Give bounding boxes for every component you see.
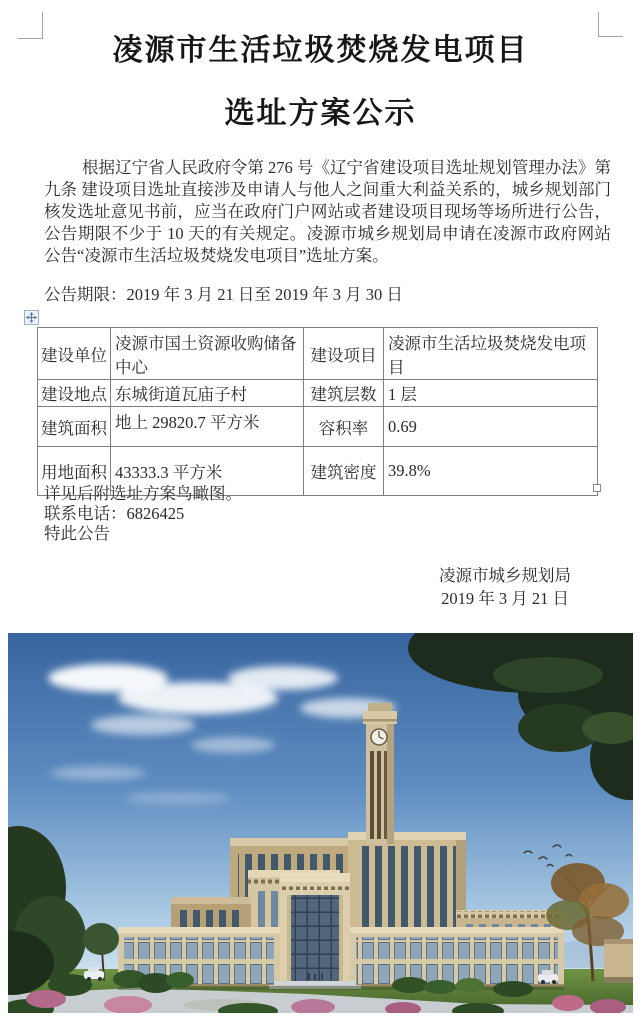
document-title-line2: 选址方案公示 (224, 97, 417, 130)
value-floor-count: 1 层 (384, 380, 598, 407)
value-building-density: 39.8% (384, 447, 598, 496)
label-land-area: 用地面积 (38, 447, 111, 496)
closing-note: 特此公告 (44, 524, 110, 543)
value-building-area: 地上 29820.7 平方米 (111, 407, 304, 447)
entrance (269, 873, 361, 989)
table-move-handle[interactable] (24, 310, 39, 325)
value-plot-ratio: 0.69 (384, 407, 598, 447)
project-info-table (37, 327, 598, 496)
rendering-scene (8, 633, 633, 1013)
document-title-line1: 凌源市生活垃圾焚烧发电项目 (112, 34, 529, 67)
contact-phone: 联系电话：6826425 (44, 504, 185, 523)
attachment-note: 详见后附选址方案鸟瞰图。 (44, 484, 242, 503)
value-site-location: 东城街道瓦庙子村 (111, 380, 304, 407)
table-resize-handle[interactable] (593, 484, 601, 492)
signature-block (405, 564, 605, 610)
signature-org: 凌源市城乡规划局 (439, 566, 571, 585)
label-building-area: 建筑面积 (38, 407, 111, 447)
notice-period-line: 公告期限：2019 年 3 月 21 日至 2019 年 3 月 30 日 (44, 285, 403, 304)
label-floor-count: 建筑层数 (304, 380, 384, 407)
four-arrow-move-icon (26, 312, 37, 323)
boundary-wall (604, 939, 633, 983)
clock-tower (363, 703, 397, 844)
value-project-name: 凌源市生活垃圾焚烧发电项目 (384, 328, 598, 380)
label-project-name: 建设项目 (304, 328, 384, 380)
label-building-density: 建筑密度 (304, 447, 384, 496)
label-site-location: 建设地点 (38, 380, 111, 407)
body-paragraph: 根据辽宁省人民政府令第 276 号《辽宁省建设项目选址规划管理办法》第九条 建设项目选址直接涉及申请人与他人之间重大利益关系的，城乡规划部门核发选址意见书前，应当在政府门户网站或者建设项目现场等场所进行公告，公告期限不少于 10 天的有关规定。凌源市城乡规划局申请在凌源市政府网站公告“凌源市生活垃圾焚烧发电项目”选址方案。 (44, 158, 611, 265)
value-construction-unit: 凌源市国土资源收购储备中心 (111, 328, 304, 380)
label-construction-unit: 建设单位 (38, 328, 111, 380)
label-plot-ratio: 容积率 (304, 407, 384, 447)
signature-date: 2019 年 3 月 21 日 (441, 589, 569, 608)
value-land-area: 43333.3 平方米 (111, 447, 304, 496)
site-plan-rendering (8, 633, 633, 1013)
